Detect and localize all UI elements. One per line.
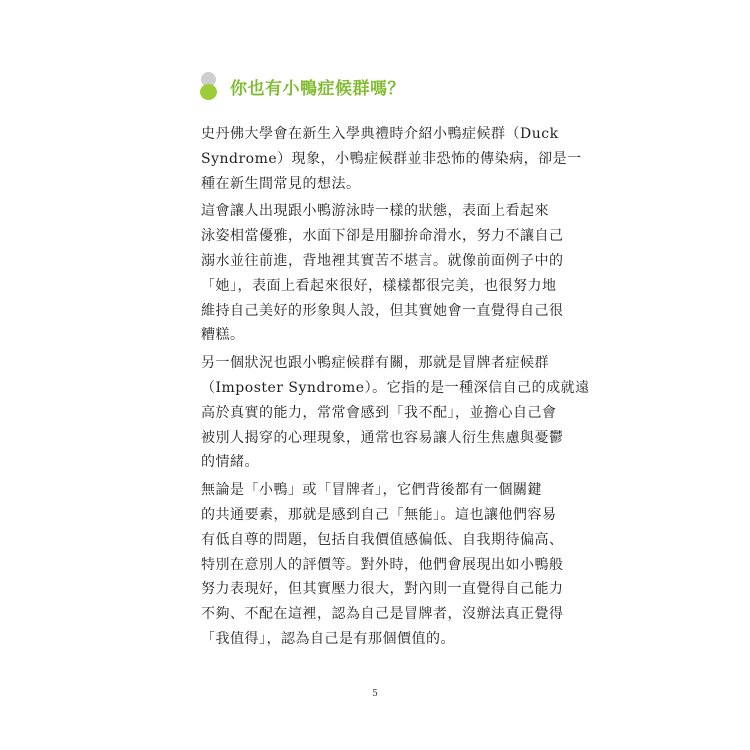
- page-number: 5: [372, 689, 378, 699]
- text-line: 「我值得」，認為自己是有那個價值的。: [201, 630, 455, 647]
- text-line: 的情緒。: [201, 454, 259, 471]
- text-line: 高於真實的能力，常常會感到「我不配」，並擔心自己會: [201, 404, 557, 421]
- paragraph-4: [201, 478, 573, 652]
- bullet-bottom-circle: [200, 84, 217, 100]
- text-line: （Imposter Syndrome）。它指的是一種深信自己的成就遠: [201, 379, 590, 396]
- text-line: 溺水並往前進，背地裡其實苦不堪言。就像前面例子中的: [201, 252, 564, 269]
- text-line: 「她」，表面上看起來很好，樣樣都很完美，也很努力地: [201, 277, 557, 294]
- text-line: 史丹佛大學會在新生入學典禮時介紹小鴨症候群（Duck: [201, 126, 559, 142]
- text-line: 的共通要素，那就是感到自己「無能」。這也讓他們容易: [201, 506, 557, 523]
- text-line: 努力表現好，但其實壓力很大，對內則一直覺得自己能力: [201, 581, 564, 598]
- paragraph-3: [201, 351, 590, 475]
- body-text: [201, 122, 590, 655]
- two-circle-bullet-icon: [200, 72, 218, 100]
- text-line: 另一個狀況也跟小鴨症候群有關，那就是冒牌者症候群: [201, 355, 549, 372]
- text-line: 不夠、不配在這裡，認為自己是冒牌者，沒辦法真正覺得: [201, 606, 564, 623]
- text-line: 種在新生間常見的想法。: [201, 175, 361, 192]
- text-line: 維持自己美好的形象與人設，但其實她會一直覺得自己很: [201, 302, 564, 319]
- text-line: Syndrome）現象，小鴨症候群並非恐怖的傳染病，卻是一: [201, 150, 582, 167]
- section-heading: [200, 71, 405, 101]
- text-line: 這會讓人出現跟小鴨游泳時一樣的狀態，表面上看起來: [201, 203, 549, 220]
- text-line: 無論是「小鴨」或「冒牌者」，它們背後都有一個關鍵: [201, 482, 542, 499]
- paragraph-2: [201, 199, 573, 348]
- text-line: 有低自尊的問題，包括自我價值感偏低、自我期待偏高、: [201, 531, 564, 548]
- section-title: 你也有小鴨症候群嗎？: [230, 78, 405, 99]
- paragraph-1: [201, 122, 582, 196]
- text-line: 被別人揭穿的心理現象，通常也容易讓人衍生焦慮與憂鬱: [201, 429, 564, 446]
- text-line: 泳姿相當優雅，水面下卻是用腳拚命滑水，努力不讓自己: [201, 228, 564, 245]
- text-line: 特別在意別人的評價等。對外時，他們會展現出如小鴨般: [201, 556, 564, 573]
- text-line: 糟糕。: [201, 327, 245, 344]
